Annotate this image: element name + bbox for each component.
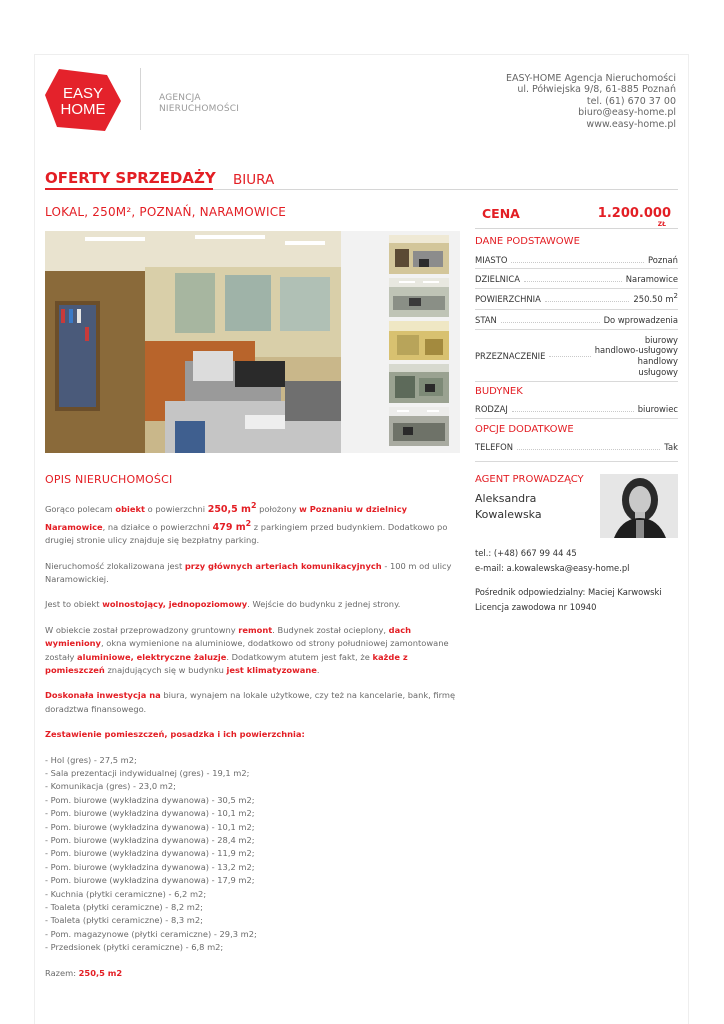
price-value: 1.200.000 [597,206,671,221]
rooms-total: Razem: 250,5 m2 [45,967,123,978]
contact-website[interactable]: www.easy-home.pl [586,118,676,130]
price-currency: ZŁ [657,221,666,228]
photo-gallery [45,231,460,453]
list-item: - Sala prezentacji indywidualnej (gres) - 19,1 m2; [45,768,250,778]
offer-section-title: OFERTY SPRZEDAŻY [45,169,216,187]
svg-text:HOME: HOME [60,101,106,118]
list-item: - Toaleta (płytki ceramiczne) - 8,3 m2; [45,915,203,926]
svg-text:EASY: EASY [62,85,104,102]
list-item: - Pom. biurowe (wykładzina dywanowa) - 11,9 m2; [45,848,255,859]
row-divider [475,381,678,382]
agency-tagline: AGENCJA NIERUCHOMOŚCI [159,93,240,114]
list-item: - Pom. biurowe (wykładzina dywanowa) - 30,5 m2; [45,794,255,805]
detail-row-purpose: PRZEZNACZENIE biurowy handlowo-usługowy handlowy usługowy [475,334,678,377]
detail-row-phone-line: TELEFON Tak [475,442,678,452]
title-accent-divider [45,188,213,190]
row-divider [475,418,678,419]
basic-data-heading: DANE PODSTAWOWE [475,236,580,247]
agent-email[interactable]: e-mail: a.kowalewska@easy-home.pl [475,563,630,573]
row-divider [475,309,678,310]
list-item: - Pom. biurowe (wykładzina dywanowa) - 28,4 m2; [45,835,255,846]
list-item: - Pom. magazynowe (płytki ceramiczne) - 29,3 m2; [45,928,257,939]
description-paragraph: Doskonała inwestycja na biura, wynajem na lokale użytkowe, czy też na kancelarie, bank, firmę doradztwa finansowego. [45,690,456,714]
building-heading: BUDYNEK [475,386,523,397]
row-divider [475,461,678,462]
contact-email[interactable]: biuro@easy-home.pl [578,107,676,119]
list-item: - Pom. biurowe (wykładzina dywanowa) - 10,1 m2; [45,821,255,832]
list-item: - Hol (gres) - 27,5 m2; [45,754,137,765]
contact-name: EASY-HOME Agencja Nieruchomości [505,73,676,84]
price-label: CENA [482,206,520,221]
rooms-list [45,754,463,955]
detail-row-district: DZIELNICA Naramowice [475,274,678,284]
list-item: - Pom. biurowe (wykładzina dywanowa) - 17,9 m2; [45,875,255,886]
gallery-thumbnail[interactable] [389,364,449,403]
gallery-thumbnail[interactable] [389,407,449,446]
list-item: - Pom. biurowe (wykładzina dywanowa) - 10,1 m2; [45,808,255,819]
description-paragraph: Nieruchomość zlokalizowana jest przy głównych arteriach komunikacyjnych - 100 m od ulicy Naramowickiej. [45,560,452,584]
detail-row-building-type: RODZAJ biurowiec [475,404,678,414]
description-paragraph: W obiekcie został przeprowadzony gruntowny remont. Budynek został ocieplony, dach wymieniony, okna wymienione na aluminiowe, dodatkowo od strony południowej zamontowane zostały aluminiowe, elektryczne żaluzje. Dodatkowym atutem jest fakt, że każde z pomieszczeń znajdujących się w budynku jest klimatyzowane. [45,624,449,675]
row-divider [475,268,678,269]
rooms-heading: Zestawienie pomieszczeń, posadzka i ich powierzchnia: [45,729,305,740]
agent-broker: Pośrednik odpowiedzialny: Maciej Karwowski [475,587,662,597]
logo-divider [140,68,141,130]
agent-photo [600,474,678,538]
main-photo[interactable] [45,231,341,453]
agent-phone[interactable]: tel.: (+48) 667 99 44 45 [475,548,577,558]
list-item: - Kuchnia (płytki ceramiczne) - 6,2 m2; [45,888,207,899]
contact-address: ul. Półwiejska 9/8, 61-885 Poznań [517,84,676,96]
detail-row-area: POWIERZCHNIA 250.50 $m^2$ [475,292,678,304]
detail-row-condition: STAN Do wprowadzenia [475,315,678,325]
contact-phone: tel. (61) 670 37 00 [586,95,676,107]
description-paragraph: Jest to obiekt wolnostojący, jednopoziomowy. Wejście do budynku z jednej strony. [45,599,401,610]
easy-home-logo [45,67,121,131]
list-item: - Toaleta (płytki ceramiczne) - 8,2 m2; [45,902,203,913]
agent-heading: AGENT PROWADZĄCY [475,474,584,485]
gallery-thumbnail[interactable] [389,278,449,317]
detail-row-city: MIASTO Poznań [475,255,678,265]
property-description [45,499,463,992]
offer-category: BIURA [233,172,275,188]
agent-license: Licencja zawodowa nr 10940 [475,602,597,612]
price-box [475,205,678,229]
description-paragraph: Gorąco polecam obiekt o powierzchni 250,5 $m^2$ położony w Poznaniu w dzielnicy Naramowice, na działce o powierzchni 479 $m^2$ z parkingiem przed budynkiem. Dodatkowo po drugiej stronie ulicy znajduje się bezpłatny parking. [45,501,448,546]
list-item: - Przedsionek (płytki ceramiczne) - 6,8 m2; [45,942,224,953]
property-title: LOKAL, 250M², POZNAŃ, NARAMOWICE [45,205,287,219]
description-heading: OPIS NIERUCHOMOŚCI [45,473,173,486]
agent-name: Aleksandra Kowalewska [475,492,542,521]
list-item: - Pom. biurowe (wykładzina dywanowa) - 13,2 m2; [45,861,255,872]
agency-contact [506,73,676,130]
gallery-thumbnail[interactable] [389,235,449,274]
extras-heading: OPCJE DODATKOWE [475,424,574,435]
list-item: - Komunikacja (gres) - 23,0 m2; [45,781,176,792]
row-divider [475,329,678,330]
gallery-thumbnail[interactable] [389,321,449,360]
row-divider [475,288,678,289]
